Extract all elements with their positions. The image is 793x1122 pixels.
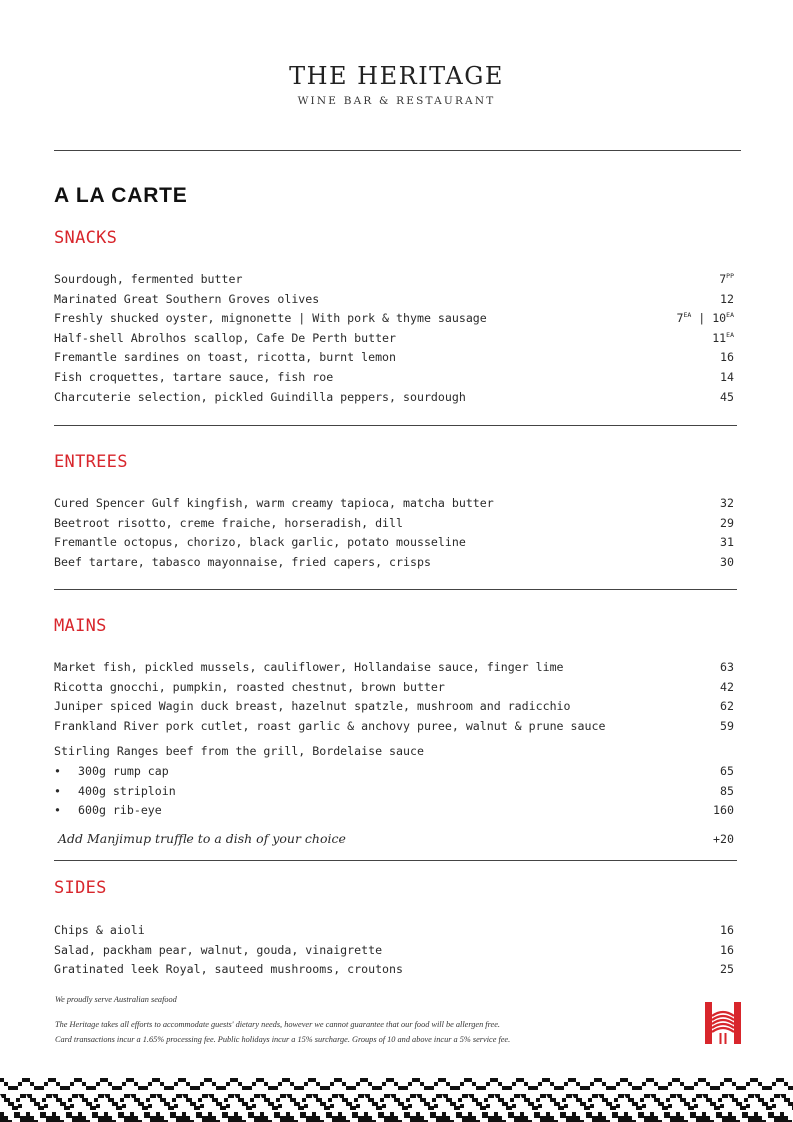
menu-item-name: Fremantle octopus, chorizo, black garlic, potato mousseline	[54, 535, 466, 549]
menu-item-price: 62	[720, 699, 734, 713]
menu-item-name: 600g rib-eye	[78, 803, 162, 817]
footer-seafood-note: We proudly serve Australian seafood	[55, 995, 177, 1004]
menu-item	[54, 660, 734, 678]
menu-item	[54, 803, 734, 821]
menu-item-name: Marinated Great Southern Groves olives	[54, 291, 320, 306]
menu-item-name: Juniper spiced Wagin duck breast, hazelnut spatzle, mushroom and radicchio	[54, 699, 571, 713]
menu-item	[54, 331, 734, 349]
section-title-sides: SIDES	[54, 878, 107, 898]
divider-snacks	[54, 425, 737, 426]
menu-item	[54, 764, 734, 782]
menu-item	[54, 390, 734, 408]
menu-item-name: 300g rump cap	[78, 764, 169, 778]
menu-item	[54, 370, 734, 388]
menu-item	[54, 496, 734, 514]
footer-dietary-note: The Heritage takes all efforts to accommodate guests' dietary needs, however we cannot guarantee that our food will be allergen free.	[55, 1020, 500, 1029]
page-heading: A LA CARTE	[54, 184, 188, 207]
menu-item-name: Fremantle sardines on toast, ricotta, burnt lemon	[54, 350, 397, 365]
menu-item-name: Fish croquettes, tartare sauce, fish roe	[54, 370, 334, 384]
bullet: •	[54, 803, 61, 817]
menu-item-name: Beetroot risotto, creme fraiche, horseradish, dill	[54, 515, 404, 530]
menu-item-name: Sourdough, fermented butter	[54, 272, 243, 286]
brand-subtitle: WINE BAR & RESTAURANT	[297, 95, 496, 107]
menu-item-name: Salad, packham pear, walnut, gouda, vinaigrette	[54, 942, 383, 957]
menu-item-name: Frankland River pork cutlet, roast garlic & anchovy puree, walnut & prune sauce	[54, 718, 606, 733]
truffle-note-price: +20	[713, 832, 734, 846]
menu-item-price: $11^{EA}$	[712, 330, 734, 345]
menu-item-name: Market fish, pickled mussels, cauliflower, Hollandaise sauce, finger lime	[54, 660, 564, 674]
truffle-note: Add Manjimup truffle to a dish of your choice	[58, 831, 346, 846]
menu-item-name: Charcuterie selection, pickled Guindilla peppers, sourdough	[54, 389, 466, 404]
menu-item-name: Freshly shucked oyster, mignonette | With pork & thyme sausage	[54, 311, 487, 326]
menu-item-price: 16	[720, 350, 734, 365]
menu-item-price: 25	[720, 962, 734, 976]
divider-mains	[54, 860, 737, 861]
section-title-mains: MAINS	[54, 616, 107, 636]
aztec-pattern-border	[0, 1078, 793, 1122]
menu-item-price: 16	[720, 923, 734, 937]
menu-item-price: 160	[713, 803, 734, 817]
menu-item-price: 12	[720, 291, 734, 306]
menu-item-price: $7^{EA}$ | $10^{EA}$	[676, 311, 734, 326]
menu-item-name: Half-shell Abrolhos scallop, Cafe De Perth butter	[54, 330, 397, 345]
menu-item-price: 65	[720, 764, 734, 778]
menu-item-price: $7^{PP}$	[719, 272, 734, 286]
section-title-entrees: ENTREES	[54, 452, 128, 472]
menu-item	[54, 516, 734, 534]
menu-item	[54, 292, 734, 310]
menu-item	[54, 784, 734, 802]
menu-item-name: Chips & aioli	[54, 923, 145, 937]
menu-item	[54, 555, 734, 573]
heritage-h-logo-icon	[705, 1002, 741, 1044]
menu-item-price: 30	[720, 554, 734, 569]
menu-item-price: 29	[720, 515, 734, 530]
menu-item	[54, 923, 734, 941]
menu-item-name: Ricotta gnocchi, pumpkin, roasted chestnut, brown butter	[54, 679, 445, 694]
menu-item-name: Gratinated leek Royal, sauteed mushrooms, croutons	[54, 962, 404, 976]
brand-title: THE HERITAGE	[289, 62, 504, 90]
menu-item	[54, 350, 734, 368]
menu-item	[54, 680, 734, 698]
grill-title: Stirling Ranges beef from the grill, Bordelaise sauce	[54, 744, 424, 758]
menu-item	[54, 719, 734, 737]
menu-item-price: 63	[720, 660, 734, 674]
menu-item	[54, 535, 734, 553]
footer-fees-note: Card transactions incur a 1.65% processing fee. Public holidays incur a 15% surcharge. Groups of 10 and above incur a 5% service fee.	[55, 1035, 511, 1044]
menu-item-name: 400g striploin	[78, 783, 176, 798]
bullet: •	[54, 764, 61, 778]
menu-item-name: Cured Spencer Gulf kingfish, warm creamy tapioca, matcha butter	[54, 496, 494, 510]
menu-item	[54, 272, 734, 290]
bullet: •	[54, 783, 61, 798]
menu-item	[54, 311, 734, 329]
menu-item-price: 42	[720, 679, 734, 694]
menu-item-price: 16	[720, 942, 734, 957]
menu-item-price: 14	[720, 370, 734, 384]
menu-item-price: 85	[720, 783, 734, 798]
menu-item-price: 31	[720, 535, 734, 549]
menu-item-price: 59	[720, 718, 734, 733]
divider-entrees	[54, 589, 737, 590]
section-title-snacks: SNACKS	[54, 228, 118, 248]
menu-item	[54, 699, 734, 717]
menu-item-name: Beef tartare, tabasco mayonnaise, fried capers, crisps	[54, 554, 431, 569]
menu-item	[54, 962, 734, 980]
menu-item-price: 45	[720, 389, 734, 404]
menu-item	[54, 943, 734, 961]
header-divider	[54, 150, 741, 151]
menu-item-price: 32	[720, 496, 734, 510]
